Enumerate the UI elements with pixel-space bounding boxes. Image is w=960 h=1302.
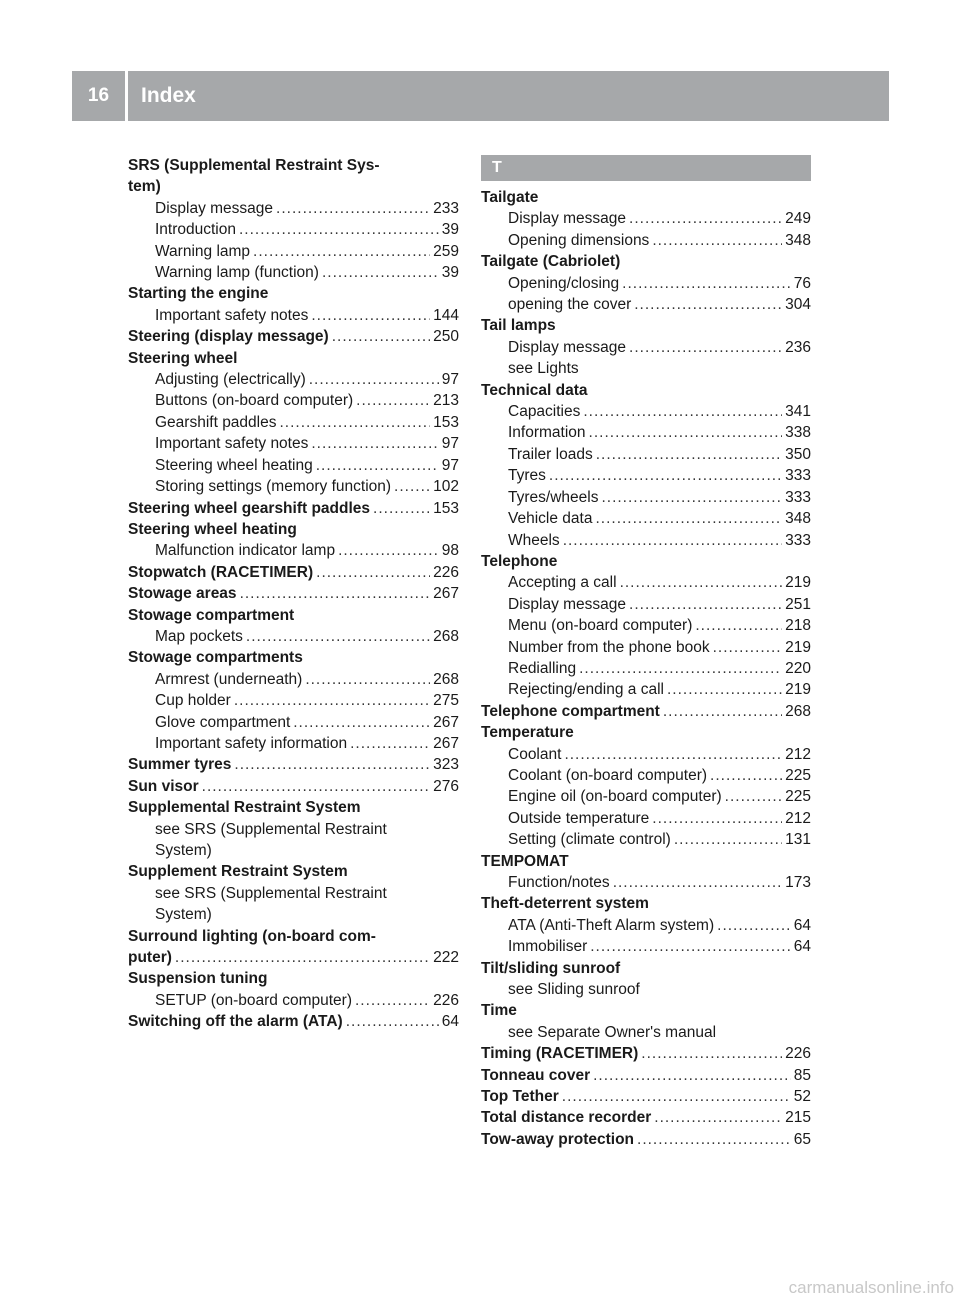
- index-entry[interactable]: [481, 765, 811, 786]
- entry-page: 348: [785, 510, 811, 528]
- entry-page: 338: [785, 424, 811, 442]
- leader-dots: [713, 637, 783, 658]
- index-heading: Starting the engine: [128, 285, 269, 303]
- see-reference[interactable]: see Sliding sunroof: [508, 981, 640, 999]
- entry-label: Display message: [508, 338, 627, 356]
- entry-label: Engine oil (on-board computer): [508, 788, 722, 806]
- leader-dots: [589, 422, 783, 443]
- index-entry[interactable]: [481, 230, 811, 251]
- entry-label: Steering wheel heating: [155, 456, 313, 474]
- index-entry[interactable]: [128, 433, 459, 454]
- entry-page: 131: [785, 831, 811, 849]
- entry-page: 144: [433, 306, 459, 324]
- leader-dots: [652, 230, 782, 251]
- leader-dots: [316, 455, 439, 476]
- index-entry[interactable]: [128, 669, 459, 690]
- entry-label: Outside temperature: [508, 809, 650, 827]
- leader-dots: [579, 658, 782, 679]
- leader-dots: [316, 562, 430, 583]
- entry-page: 98: [441, 542, 459, 560]
- index-entry[interactable]: [481, 872, 811, 893]
- entry-page: 218: [785, 617, 811, 635]
- leader-dots: [667, 679, 782, 700]
- leader-dots: [549, 465, 782, 486]
- entry-label: Map pockets: [155, 627, 243, 645]
- page-title: Index: [141, 84, 196, 107]
- entry-page: 268: [433, 627, 459, 645]
- entry-label: Tow-away protection: [481, 1130, 635, 1148]
- index-heading: SRS (Supplemental Restraint Sys-: [128, 157, 380, 174]
- leader-dots: [641, 1043, 782, 1064]
- index-entry[interactable]: [128, 390, 459, 411]
- index-heading: Time: [481, 1002, 517, 1020]
- index-entry[interactable]: [481, 808, 811, 829]
- leader-dots: [620, 572, 783, 593]
- entry-label: Menu (on-board computer): [508, 617, 693, 635]
- entry-page: 226: [785, 1045, 811, 1063]
- entry-label: Tyres: [508, 467, 546, 485]
- leader-dots: [601, 487, 782, 508]
- entry-page: 267: [433, 585, 459, 603]
- index-entry[interactable]: [481, 786, 811, 807]
- leader-dots: [563, 530, 782, 551]
- leader-dots: [725, 786, 782, 807]
- leader-dots: [562, 1086, 791, 1107]
- index-entry[interactable]: [128, 562, 459, 583]
- leader-dots: [355, 990, 430, 1011]
- entry-page: 333: [785, 467, 811, 485]
- entry-label: Setting (climate control): [508, 831, 671, 849]
- index-entry[interactable]: [481, 637, 811, 658]
- entry-label: Stowage areas: [128, 585, 237, 603]
- entry-label: Vehicle data: [508, 510, 593, 528]
- entry-page: 64: [793, 916, 811, 934]
- leader-dots: [346, 1011, 439, 1032]
- index-heading: tem): [128, 178, 161, 196]
- entry-label: ATA (Anti-Theft Alarm system): [508, 916, 715, 934]
- index-entry[interactable]: [481, 615, 811, 636]
- entry-page: 219: [785, 638, 811, 656]
- entry-page: 259: [433, 242, 459, 260]
- entry-page: 250: [433, 328, 459, 346]
- index-entry[interactable]: [481, 422, 811, 443]
- leader-dots: [674, 829, 782, 850]
- see-reference[interactable]: see SRS (Supplemental Restraint: [155, 884, 387, 902]
- entry-page: 97: [441, 371, 459, 389]
- leader-dots: [593, 1065, 791, 1086]
- index-heading: TEMPOMAT: [481, 852, 569, 870]
- entry-page: 341: [785, 403, 811, 421]
- index-entry[interactable]: [481, 401, 811, 422]
- leader-dots: [293, 712, 430, 733]
- entry-page: 267: [433, 734, 459, 752]
- entry-label: Information: [508, 424, 586, 442]
- entry-label: Important safety information: [155, 734, 348, 752]
- index-entry[interactable]: [128, 540, 459, 561]
- leader-dots: [373, 498, 430, 519]
- entry-label: Stopwatch (RACETIMER): [128, 563, 314, 581]
- index-column-right: [481, 155, 811, 1150]
- entry-label: Wheels: [508, 531, 560, 549]
- index-entry[interactable]: [128, 326, 459, 347]
- entry-page: 64: [793, 938, 811, 956]
- entry-label: Important safety notes: [155, 306, 309, 324]
- entry-label: Immobiliser: [508, 938, 588, 956]
- entry-page: 275: [433, 692, 459, 710]
- entry-label: Tyres/wheels: [508, 488, 599, 506]
- see-reference[interactable]: System): [155, 842, 212, 859]
- entry-label: Top Tether: [481, 1088, 559, 1106]
- index-heading: Stowage compartment: [128, 606, 295, 624]
- entry-page: 268: [433, 670, 459, 688]
- entry-page: 225: [785, 788, 811, 806]
- index-entry[interactable]: [481, 1107, 811, 1128]
- index-entry[interactable]: [481, 701, 811, 722]
- index-entry[interactable]: [481, 337, 811, 358]
- leader-dots: [634, 294, 782, 315]
- entry-label: Warning lamp (function): [155, 264, 319, 282]
- leader-dots: [596, 444, 782, 465]
- index-entry[interactable]: [481, 572, 811, 593]
- entry-page: 173: [785, 874, 811, 891]
- index-heading: Suspension tuning: [128, 970, 268, 988]
- index-heading: Telephone: [481, 552, 558, 570]
- index-entry[interactable]: [128, 947, 459, 968]
- index-heading: Steering wheel heating: [128, 520, 297, 538]
- leader-dots: [276, 198, 430, 219]
- index-entry[interactable]: [481, 487, 811, 508]
- see-reference[interactable]: see Lights: [508, 360, 579, 378]
- leader-dots: [234, 754, 430, 775]
- entry-label: Capacities: [508, 403, 581, 421]
- leader-dots: [350, 733, 430, 754]
- index-entry[interactable]: [128, 776, 459, 797]
- index-entry[interactable]: [128, 305, 459, 326]
- entry-page: 222: [433, 949, 459, 967]
- index-entry[interactable]: [128, 262, 459, 283]
- leader-dots: [654, 1107, 782, 1128]
- entry-label: Important safety notes: [155, 435, 309, 453]
- leader-dots: [332, 326, 430, 347]
- entry-label: Gearshift paddles: [155, 413, 277, 431]
- leader-dots: [595, 508, 782, 529]
- entry-label: Summer tyres: [128, 756, 232, 774]
- index-heading: Tailgate: [481, 189, 539, 206]
- see-reference[interactable]: System): [155, 906, 212, 924]
- entry-label: Steering wheel gearshift paddles: [128, 499, 371, 517]
- index-entry[interactable]: [481, 744, 811, 765]
- entry-page: 268: [785, 702, 811, 720]
- entry-label: Number from the phone book: [508, 638, 710, 656]
- leader-dots: [710, 765, 782, 786]
- leader-dots: [175, 947, 430, 968]
- entry-label: Rejecting/ending a call: [508, 681, 664, 699]
- entry-label: Display message: [155, 199, 274, 217]
- entry-page: 39: [441, 264, 459, 282]
- entry-page: 350: [785, 445, 811, 463]
- index-entry[interactable]: [481, 829, 811, 850]
- entry-page: 220: [785, 659, 811, 677]
- entry-page: 249: [785, 210, 811, 228]
- entry-label: Cup holder: [155, 692, 231, 710]
- entry-label: Coolant (on-board computer): [508, 766, 708, 784]
- entry-label: Redialling: [508, 659, 577, 677]
- index-heading: Surround lighting (on-board com-: [128, 927, 376, 945]
- leader-dots: [311, 305, 430, 326]
- entry-page: 226: [433, 991, 459, 1009]
- entry-page: 153: [433, 413, 459, 431]
- leader-dots: [322, 262, 439, 283]
- entry-label: Glove compartment: [155, 713, 291, 731]
- index-heading: Technical data: [481, 381, 588, 399]
- entry-label: Telephone compartment: [481, 702, 660, 720]
- entry-label: Storing settings (memory function): [155, 478, 392, 496]
- entry-page: 39: [441, 221, 459, 239]
- index-entry[interactable]: [481, 594, 811, 615]
- index-heading: Steering wheel: [128, 349, 238, 367]
- entry-label: Sun visor: [128, 777, 199, 795]
- leader-dots: [564, 744, 782, 765]
- entry-page: 348: [785, 231, 811, 249]
- index-entry[interactable]: [481, 1065, 811, 1086]
- index-column-left: [128, 155, 459, 1033]
- entry-label: Introduction: [155, 221, 236, 239]
- index-heading: Tail lamps: [481, 317, 556, 335]
- index-entry[interactable]: [481, 915, 811, 936]
- leader-dots: [590, 936, 791, 957]
- index-entry[interactable]: [128, 990, 459, 1011]
- entry-page: 52: [793, 1088, 811, 1106]
- index-entry[interactable]: [128, 369, 459, 390]
- index-entry[interactable]: [128, 198, 459, 219]
- leader-dots: [637, 1129, 791, 1150]
- entry-label: Total distance recorder: [481, 1109, 652, 1127]
- index-entry[interactable]: [481, 1043, 811, 1064]
- entry-page: 64: [441, 1013, 459, 1031]
- entry-page: 323: [433, 756, 459, 774]
- entry-page: 333: [785, 531, 811, 549]
- index-entry[interactable]: [128, 690, 459, 711]
- entry-label: Display message: [508, 595, 627, 613]
- header-divider: [125, 71, 128, 121]
- entry-page: 97: [441, 456, 459, 474]
- leader-dots: [305, 669, 430, 690]
- entry-label: Steering (display message): [128, 328, 329, 346]
- index-entry[interactable]: [481, 208, 811, 229]
- leader-dots: [629, 337, 782, 358]
- entry-page: 219: [785, 574, 811, 592]
- index-entry[interactable]: [481, 1086, 811, 1107]
- entry-label: Opening/closing: [508, 274, 620, 292]
- page-number: 16: [87, 85, 110, 106]
- leader-dots: [663, 701, 782, 722]
- index-entry[interactable]: [128, 219, 459, 240]
- leader-dots: [394, 476, 430, 497]
- leader-dots: [202, 776, 430, 797]
- leader-dots: [240, 583, 431, 604]
- index-entry[interactable]: [128, 412, 459, 433]
- leader-dots: [234, 690, 430, 711]
- leader-dots: [253, 241, 430, 262]
- leader-dots: [309, 369, 439, 390]
- see-reference[interactable]: see Separate Owner's manual: [508, 1023, 717, 1041]
- index-entry[interactable]: [128, 733, 459, 754]
- index-entry[interactable]: [481, 508, 811, 529]
- entry-page: 76: [793, 274, 811, 292]
- entry-label: opening the cover: [508, 296, 632, 314]
- leader-dots: [629, 594, 782, 615]
- entry-page: 233: [433, 199, 459, 217]
- index-entry[interactable]: [481, 1129, 811, 1150]
- entry-page: 215: [785, 1109, 811, 1127]
- entry-label: Armrest (underneath): [155, 670, 303, 688]
- index-entry[interactable]: [128, 712, 459, 733]
- index-entry[interactable]: [128, 476, 459, 497]
- leader-dots: [239, 219, 439, 240]
- index-entry[interactable]: [481, 658, 811, 679]
- entry-label: puter): [128, 949, 172, 967]
- leader-dots: [280, 412, 431, 433]
- entry-label: SETUP (on-board computer): [155, 991, 352, 1009]
- entry-page: 226: [433, 563, 459, 581]
- index-entry[interactable]: [481, 273, 811, 294]
- leader-dots: [356, 390, 430, 411]
- entry-label: Function/notes: [508, 874, 610, 891]
- entry-label: Coolant: [508, 745, 562, 763]
- leader-dots: [613, 872, 782, 893]
- entry-label: Trailer loads: [508, 445, 593, 463]
- entry-page: 276: [433, 777, 459, 795]
- entry-page: 212: [785, 809, 811, 827]
- leader-dots: [622, 273, 791, 294]
- leader-dots: [652, 808, 782, 829]
- see-reference[interactable]: see SRS (Supplemental Restraint: [155, 820, 387, 838]
- entry-label: Opening dimensions: [508, 231, 650, 249]
- index-heading: Temperature: [481, 724, 574, 742]
- index-entry[interactable]: [128, 498, 459, 519]
- entry-page: 102: [433, 478, 459, 496]
- entry-label: Switching off the alarm (ATA): [128, 1013, 343, 1031]
- index-heading: Tilt/sliding sunroof: [481, 959, 621, 977]
- leader-dots: [695, 615, 782, 636]
- entry-label: Warning lamp: [155, 242, 251, 260]
- index-entry[interactable]: [481, 465, 811, 486]
- index-entry[interactable]: [128, 754, 459, 775]
- leader-dots: [338, 540, 439, 561]
- index-entry[interactable]: [481, 679, 811, 700]
- entry-page: 213: [433, 392, 459, 410]
- entry-page: 333: [785, 488, 811, 506]
- entry-label: Malfunction indicator lamp: [155, 542, 336, 560]
- index-heading: Supplement Restraint System: [128, 863, 348, 881]
- entry-page: 251: [785, 595, 811, 613]
- index-entry[interactable]: [481, 294, 811, 315]
- entry-label: Adjusting (electrically): [155, 371, 306, 389]
- section-letter: T: [481, 155, 811, 181]
- entry-page: 236: [785, 338, 811, 356]
- entry-label: Buttons (on-board computer): [155, 392, 354, 410]
- entry-page: 85: [793, 1066, 811, 1084]
- entry-page: 65: [793, 1130, 811, 1148]
- index-entry[interactable]: [128, 626, 459, 647]
- index-heading: Stowage compartments: [128, 649, 303, 667]
- index-entry[interactable]: [128, 241, 459, 262]
- leader-dots: [583, 401, 782, 422]
- index-heading: Theft-deterrent system: [481, 895, 649, 913]
- index-heading: Tailgate (Cabriolet): [481, 253, 621, 271]
- entry-page: 304: [785, 296, 811, 314]
- index-entry[interactable]: [481, 530, 811, 551]
- watermark: carmanualsonline.info: [788, 1278, 954, 1297]
- entry-page: 212: [785, 745, 811, 763]
- entry-page: 97: [441, 435, 459, 453]
- index-entry[interactable]: [481, 936, 811, 957]
- entry-page: 153: [433, 499, 459, 517]
- entry-page: 267: [433, 713, 459, 731]
- index-entry[interactable]: [481, 444, 811, 465]
- entry-label: Display message: [508, 210, 627, 228]
- entry-label: Tonneau cover: [481, 1066, 591, 1084]
- entry-label: Timing (RACETIMER): [481, 1045, 639, 1063]
- leader-dots: [311, 433, 438, 454]
- leader-dots: [717, 915, 791, 936]
- entry-page: 219: [785, 681, 811, 699]
- index-heading: Supplemental Restraint System: [128, 799, 361, 817]
- index-entry[interactable]: [128, 583, 459, 604]
- leader-dots: [246, 626, 430, 647]
- entry-page: 225: [785, 766, 811, 784]
- leader-dots: [629, 208, 782, 229]
- index-entry[interactable]: [128, 1011, 459, 1032]
- entry-label: Accepting a call: [508, 574, 617, 592]
- index-entry[interactable]: [128, 455, 459, 476]
